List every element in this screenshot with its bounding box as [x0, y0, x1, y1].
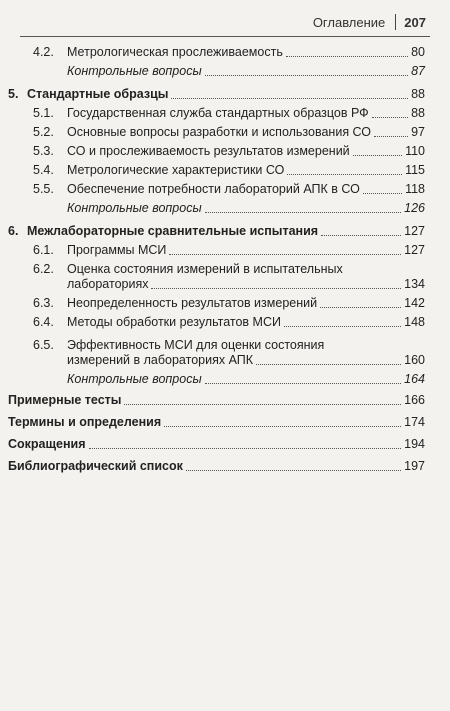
toc-entry-line — [8, 393, 425, 408]
toc-entry-text-block — [67, 262, 425, 292]
toc-entry-line — [27, 87, 425, 102]
toc-entry-number: 6.5. — [33, 338, 54, 352]
toc-entry-number: 5. — [8, 87, 19, 101]
leader-dots — [164, 426, 401, 427]
toc-entry-line — [67, 45, 425, 60]
toc-entry-page: 118 — [405, 182, 425, 196]
leader-dots — [89, 448, 402, 449]
header-separator — [395, 14, 396, 30]
toc-entry-title-line2: измерений в лабораториях АПК — [67, 353, 254, 367]
toc-entry-page: 127 — [404, 243, 425, 257]
toc-entry-line — [67, 182, 425, 197]
toc-entry-line — [67, 243, 425, 258]
leader-dots — [286, 56, 408, 57]
toc-entry-page: 160 — [404, 353, 425, 367]
toc-entry-title: Метрологические характеристики СО — [67, 163, 285, 177]
leader-dots — [205, 75, 408, 76]
toc-entry-line — [67, 315, 425, 330]
toc-entry-number: 6.3. — [33, 296, 54, 310]
toc-entry-line — [8, 437, 425, 452]
toc-entry-title: Межлабораторные сравнительные испытания — [27, 224, 319, 238]
running-header-page-number: 207 — [404, 14, 426, 30]
leader-dots — [321, 235, 401, 236]
toc-entry-title-line1: Оценка состояния измерений в испытательных — [67, 262, 343, 276]
leader-dots — [372, 117, 408, 118]
toc-entry-number: 5.3. — [33, 144, 54, 158]
toc-entry-title: Обеспечение потребности лабораторий АПК в СО — [67, 182, 360, 196]
toc-entry-title: Термины и определения — [8, 415, 162, 429]
running-header — [313, 14, 426, 30]
toc-entry-number: 4.2. — [33, 45, 54, 59]
toc-entry-page: 88 — [411, 106, 425, 120]
header-rule — [20, 36, 430, 37]
toc-entry-page: 110 — [405, 144, 425, 158]
toc-entry-page: 194 — [404, 437, 425, 451]
leader-dots — [205, 212, 401, 213]
toc-entry-title: Стандартные образцы — [27, 87, 169, 101]
toc-entry-title-line2: лабораториях — [67, 277, 149, 291]
leader-dots — [374, 136, 408, 137]
leader-dots — [287, 174, 402, 175]
toc-entry-title: Примерные тесты — [8, 393, 122, 407]
toc-entry-page: 87 — [411, 64, 425, 78]
toc-entry-line — [67, 277, 425, 292]
toc-entry-number: 6.2. — [33, 262, 54, 276]
toc-entry-page: 115 — [405, 163, 425, 177]
toc-entry-line — [67, 372, 425, 387]
toc-entry-page: 80 — [411, 45, 425, 59]
running-header-title: Оглавление — [312, 14, 386, 30]
toc-entry-number: 5.4. — [33, 163, 54, 177]
toc-entry-title: Контрольные вопросы — [67, 64, 202, 78]
toc-entry-line — [27, 224, 425, 239]
toc-entry-title: Контрольные вопросы — [67, 201, 202, 215]
toc-entry-title: Основные вопросы разработки и использования СО — [67, 125, 372, 139]
toc-entry-title: Метрологическая прослеживаемость — [67, 45, 283, 59]
leader-dots — [320, 307, 401, 308]
toc-entry-line — [8, 459, 425, 474]
toc-entry-number: 5.5. — [33, 182, 54, 196]
leader-dots — [284, 326, 401, 327]
toc-entry-page: 174 — [404, 415, 425, 429]
toc-entry-title: Методы обработки результатов МСИ — [67, 315, 281, 329]
leader-dots — [256, 364, 401, 365]
toc-entry-page: 166 — [404, 393, 425, 407]
toc-entry-title: Программы МСИ — [67, 243, 167, 257]
toc-entry-page: 97 — [411, 125, 425, 139]
toc-entry-title: Контрольные вопросы — [67, 372, 202, 386]
toc-entry-page: 142 — [404, 296, 425, 310]
leader-dots — [186, 470, 401, 471]
toc-entry-line — [67, 125, 425, 140]
toc-entry-number: 6.4. — [33, 315, 54, 329]
leader-dots — [169, 254, 401, 255]
leader-dots — [124, 404, 401, 405]
toc-entry-page: 88 — [411, 87, 425, 101]
toc-entry-title: СО и прослеживаемость результатов измерений — [67, 144, 350, 158]
toc-entry-title-line1: Эффективность МСИ для оценки состояния — [67, 338, 325, 352]
toc-entry-page: 197 — [404, 459, 425, 473]
toc-entry-line — [67, 163, 425, 178]
leader-dots — [171, 98, 408, 99]
leader-dots — [205, 383, 401, 384]
toc-entry-title: Сокращения — [8, 437, 86, 451]
toc-entry-page: 164 — [404, 372, 425, 386]
toc-entry-page: 134 — [404, 277, 425, 291]
toc-entry-line — [67, 144, 425, 159]
toc-entry-line — [67, 296, 425, 311]
toc-entry-line — [67, 64, 425, 79]
toc-entry-page: 148 — [404, 315, 425, 329]
toc-entry-title: Государственная служба стандартных образцов РФ — [67, 106, 369, 120]
toc-entry-page: 126 — [404, 201, 425, 215]
toc-entry-title: Библиографический список — [8, 459, 183, 473]
leader-dots — [363, 193, 402, 194]
toc-entry-title: Неопределенность результатов измерений — [67, 296, 318, 310]
toc-entry-number: 6. — [8, 224, 19, 238]
toc-entry-text-block — [67, 338, 425, 368]
toc-entry-page: 127 — [404, 224, 425, 238]
toc-entry-number: 6.1. — [33, 243, 54, 257]
toc-entry-number: 5.2. — [33, 125, 54, 139]
toc-entry-number: 5.1. — [33, 106, 54, 120]
toc-entry-line — [67, 106, 425, 121]
toc-entry-line — [8, 415, 425, 430]
leader-dots — [151, 288, 401, 289]
toc-entry-line — [67, 201, 425, 216]
toc-entry-line — [67, 353, 425, 368]
leader-dots — [353, 155, 402, 156]
